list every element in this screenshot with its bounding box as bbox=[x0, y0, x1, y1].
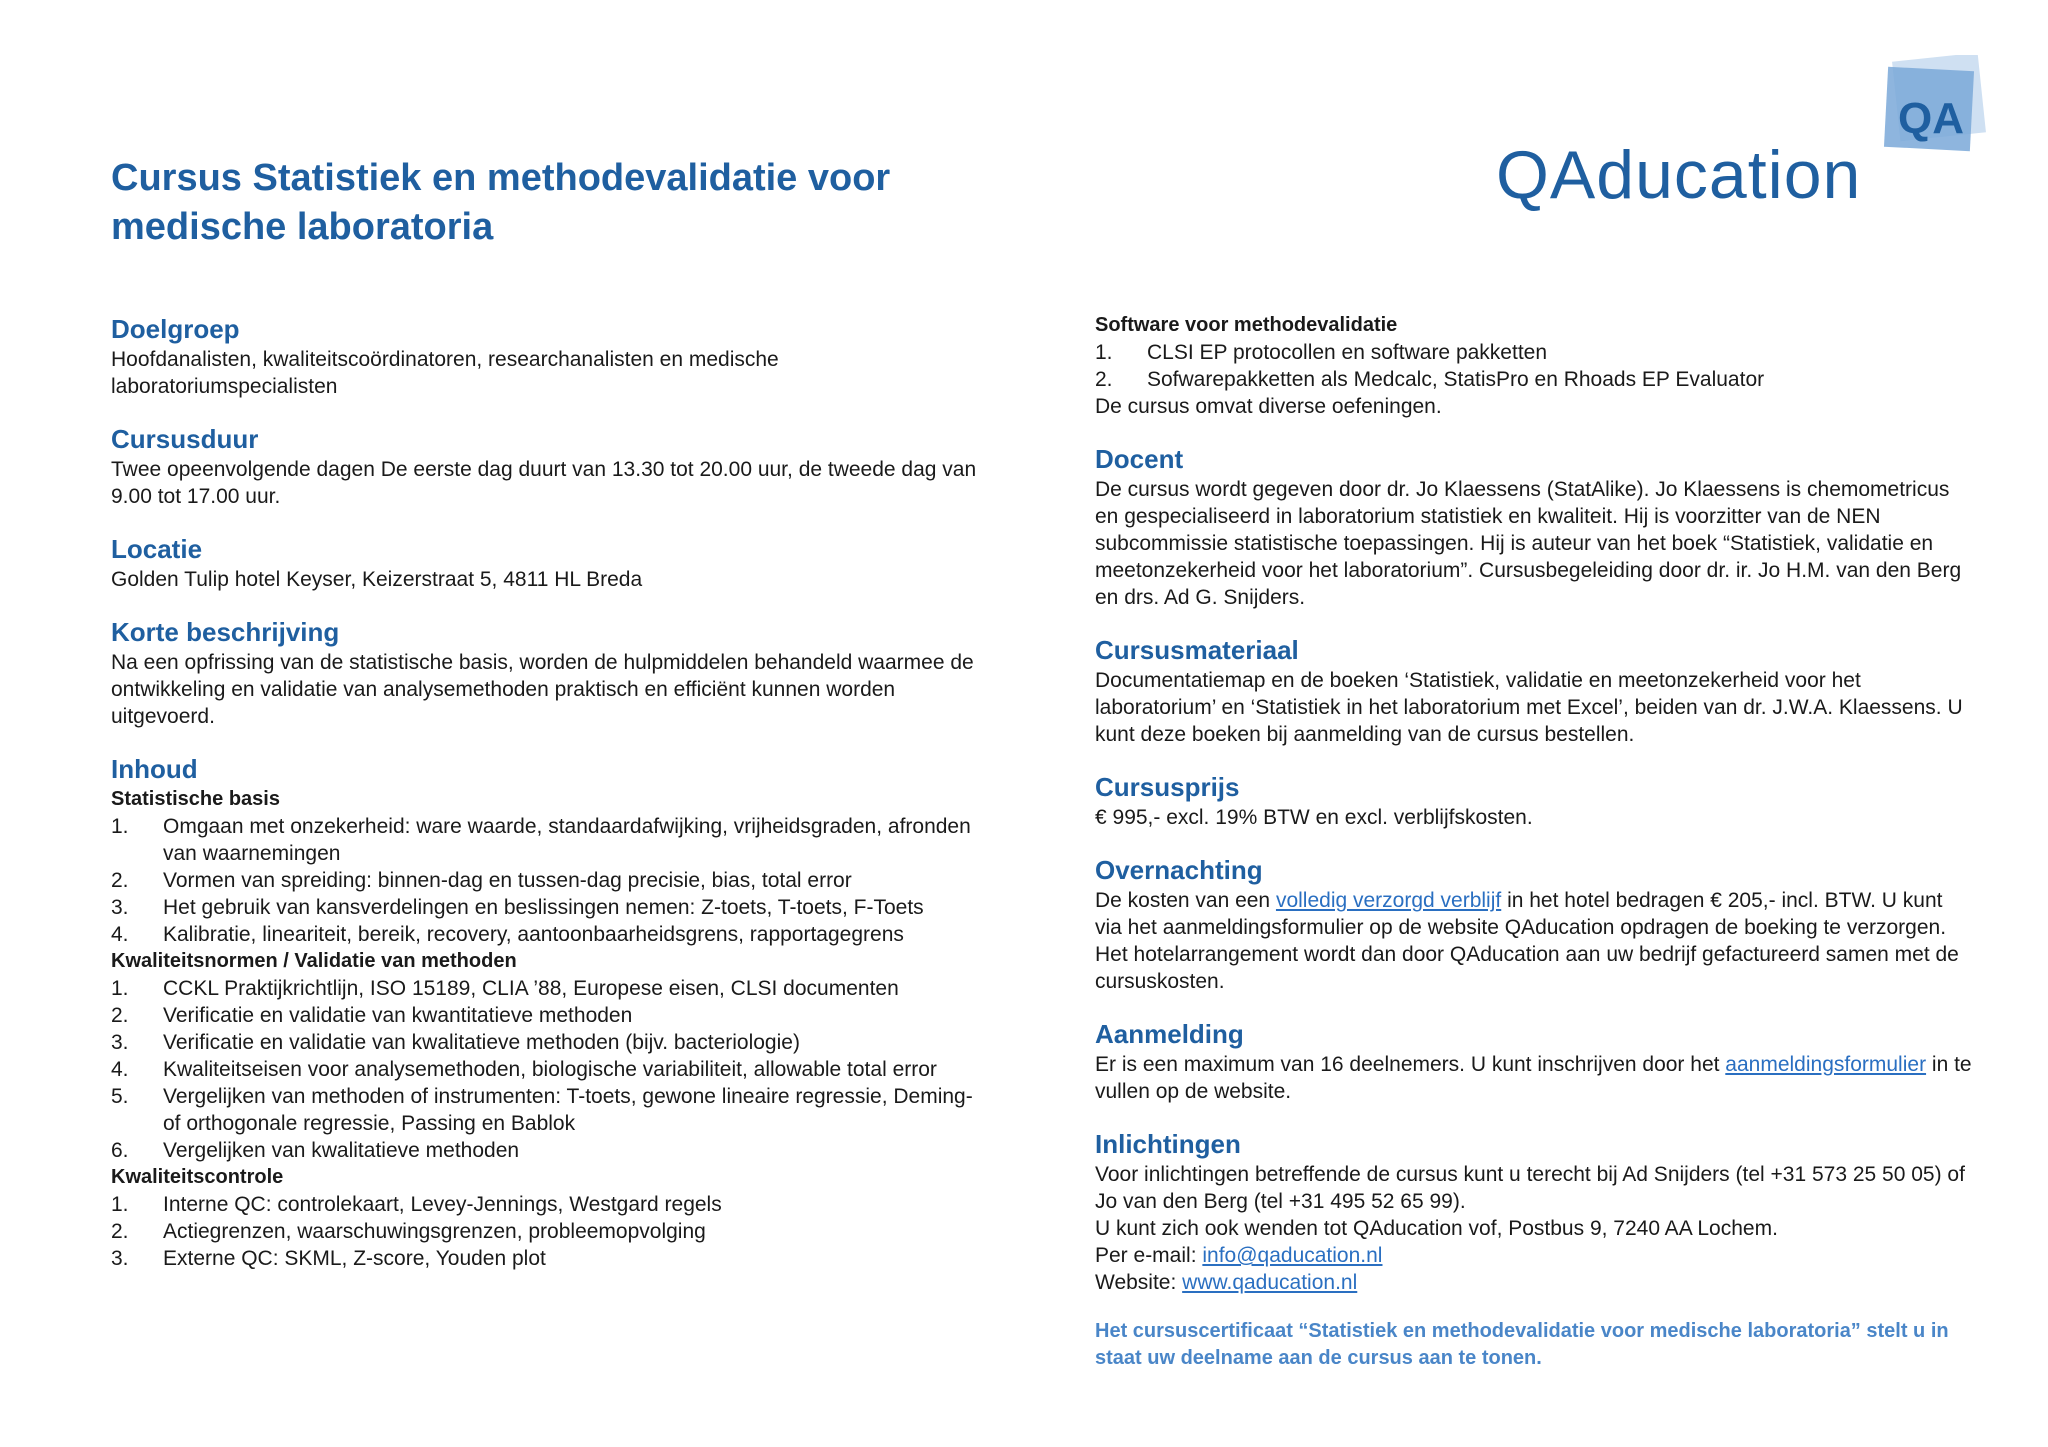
list-item: 3. Verificatie en validatie van kwalitatieve methoden (bijv. bacteriologie) bbox=[111, 1031, 800, 1054]
subheading-kwaliteitscontrole: Kwaliteitscontrole bbox=[111, 1166, 284, 1188]
heading-inlichtingen: Inlichtingen bbox=[1095, 1129, 1241, 1159]
qa-badge-text: QA bbox=[1898, 94, 1964, 143]
link-website[interactable]: www.qaducation.nl bbox=[1182, 1271, 1358, 1294]
list-item: 1. Omgaan met onzekerheid: ware waarde, standaardafwijking, vrijheidsgraden, afronden van waarnemingen bbox=[111, 815, 971, 865]
list-item: 2. Verificatie en validatie van kwantitatieve methoden bbox=[111, 1004, 633, 1027]
section-docent bbox=[1095, 442, 1975, 611]
text-inlichtingen-email: Per e-mail: info@qaducation.nl bbox=[1095, 1244, 1383, 1267]
qaducation-logo bbox=[1490, 55, 2010, 215]
text-overnachting: De kosten van een volledig verzorgd verblijf in het hotel bedragen € 205,- incl. BTW. U kunt via het aanmeldingsformulier op de website QAducation opdragen de boeking te verzorgen. Het hotelarrangement wordt dan door QAducation aan uw bedrijf gefactureerd samen met de cursuskosten. bbox=[1095, 889, 1959, 993]
heading-cursusduur: Cursusduur bbox=[111, 424, 259, 454]
list-item: 1. CLSI EP protocollen en software pakketten bbox=[1095, 341, 1548, 364]
list-item: 2. Sofwarepakketten als Medcalc, StatisPro en Rhoads EP Evaluator bbox=[1095, 368, 1765, 391]
section-doelgroep bbox=[111, 312, 991, 400]
text-docent: De cursus wordt gegeven door dr. Jo Klaessens (StatAlike). Jo Klaessens is chemometricus en gespecialiseerd in laboratorium statistiek en kwaliteit. Hij is voorzitter van de NEN subcommissie statistische toepassingen. Hij is auteur van het boek “Statistiek, validatie en meetonzekerheid voor het laboratorium”. Cursusbegeleiding door dr. ir. Jo H.M. van den Berg en drs. Ad G. Snijders. bbox=[1095, 478, 1962, 609]
text-inlichtingen-website: Website: www.qaducation.nl bbox=[1095, 1271, 1358, 1294]
left-column bbox=[111, 312, 991, 1294]
logo-wordmark: QAducation bbox=[1496, 137, 1862, 213]
text-doelgroep: Hoofdanalisten, kwaliteitscoördinatoren, researchanalisten en medische laboratoriumspecialisten bbox=[111, 348, 779, 398]
page-title: Cursus Statistiek en methodevalidatie voor medische laboratoria bbox=[111, 157, 891, 248]
section-cursusmateriaal bbox=[1095, 633, 1975, 748]
heading-cursusmateriaal: Cursusmateriaal bbox=[1095, 635, 1299, 665]
list-kwaliteitsnormen bbox=[111, 975, 991, 1164]
text-locatie: Golden Tulip hotel Keyser, Keizerstraat 5, 4811 HL Breda bbox=[111, 568, 643, 591]
list-item: 5. Vergelijken van methoden of instrumenten: T-toets, gewone lineaire regressie, Deming- of orthogonale regressie, Passing en Bablok bbox=[111, 1085, 973, 1135]
heading-inhoud: Inhoud bbox=[111, 754, 198, 784]
link-verblijf[interactable]: volledig verzorgd verblijf bbox=[1275, 889, 1502, 912]
text-inlichtingen-contact: Voor inlichtingen betreffende de cursus kunt u terecht bij Ad Snijders (tel +31 573 25 50 05) of Jo van den Berg (tel +31 495 52 65 99). bbox=[1095, 1163, 1965, 1213]
text-inlichtingen-address: U kunt zich ook wenden tot QAducation vof, Postbus 9, 7240 AA Lochem. bbox=[1095, 1217, 1778, 1240]
heading-beschrijving: Korte beschrijving bbox=[111, 617, 340, 647]
text-cursusmateriaal: Documentatiemap en de boeken ‘Statistiek, validatie en meetonzekerheid voor het laboratorium’ en ‘Statistiek in het laboratorium met Excel’, beiden van dr. J.W.A. Klaessens. U kunt deze boeken bij aanmelding van de cursus bestellen. bbox=[1095, 669, 1963, 746]
section-cursusprijs bbox=[1095, 770, 1975, 831]
heading-locatie: Locatie bbox=[111, 534, 203, 564]
text-cursusprijs: € 995,- excl. 19% BTW en excl. verblijfskosten. bbox=[1095, 806, 1533, 829]
section-aanmelding bbox=[1095, 1017, 1975, 1105]
list-item: 1. Interne QC: controlekaart, Levey-Jennings, Westgard regels bbox=[111, 1193, 722, 1216]
right-column bbox=[1095, 312, 1975, 1372]
list-item: 1. CCKL Praktijkrichtlijn, ISO 15189, CLIA ’88, Europese eisen, CLSI documenten bbox=[111, 977, 899, 1000]
certificate-note: Het cursuscertificaat “Statistiek en methodevalidatie voor medische laboratoria” stelt u in staat uw deelname aan de cursus aan te tonen. bbox=[1095, 1320, 1949, 1369]
list-statistische-basis bbox=[111, 813, 991, 948]
list-item: 2. Vormen van spreiding: binnen-dag en tussen-dag precisie, bias, total error bbox=[111, 869, 852, 892]
heading-docent: Docent bbox=[1095, 444, 1184, 474]
list-item: 2. Actiegrenzen, waarschuwingsgrenzen, probleemopvolging bbox=[111, 1220, 706, 1243]
heading-overnachting: Overnachting bbox=[1095, 855, 1263, 885]
list-software bbox=[1095, 339, 1975, 393]
heading-cursusprijs: Cursusprijs bbox=[1095, 772, 1240, 802]
list-item: 3. Externe QC: SKML, Z-score, Youden plot bbox=[111, 1247, 546, 1270]
link-aanmeldingsformulier[interactable]: aanmeldingsformulier bbox=[1725, 1053, 1927, 1076]
section-locatie bbox=[111, 532, 991, 593]
list-kwaliteitscontrole bbox=[111, 1191, 991, 1272]
text-software-note: De cursus omvat diverse oefeningen. bbox=[1095, 395, 1442, 418]
section-inhoud bbox=[111, 752, 991, 1272]
subheading-software: Software voor methodevalidatie bbox=[1095, 314, 1398, 336]
heading-aanmelding: Aanmelding bbox=[1095, 1019, 1244, 1049]
list-item: 4. Kwaliteitseisen voor analysemethoden, biologische variabiliteit, allowable total error bbox=[111, 1058, 937, 1081]
text-cursusduur: Twee opeenvolgende dagen De eerste dag duurt van 13.30 tot 20.00 uur, de tweede dag van 9.00 tot 17.00 uur. bbox=[111, 458, 977, 508]
subheading-statistische-basis: Statistische basis bbox=[111, 788, 280, 810]
section-software bbox=[1095, 312, 1975, 420]
section-beschrijving bbox=[111, 615, 991, 730]
link-email[interactable]: info@qaducation.nl bbox=[1202, 1244, 1383, 1267]
subheading-kwaliteitsnormen: Kwaliteitsnormen / Validatie van methoden bbox=[111, 950, 517, 972]
text-aanmelding: Er is een maximum van 16 deelnemers. U kunt inschrijven door het aanmeldingsformulier in te vullen op de website. bbox=[1095, 1053, 1972, 1103]
text-beschrijving: Na een opfrissing van de statistische basis, worden de hulpmiddelen behandeld waarmee de ontwikkeling en validatie van analysemethoden praktisch en efficiënt kunnen worden uitgevoerd. bbox=[111, 651, 974, 728]
list-item: 3. Het gebruik van kansverdelingen en beslissingen nemen: Z-toets, T-toets, F-Toets bbox=[111, 896, 924, 919]
heading-doelgroep: Doelgroep bbox=[111, 314, 240, 344]
list-item: 6. Vergelijken van kwalitatieve methoden bbox=[111, 1139, 520, 1162]
section-cursusduur bbox=[111, 422, 991, 510]
list-item: 4. Kalibratie, lineariteit, bereik, recovery, aantoonbaarheidsgrens, rapportagegrens bbox=[111, 923, 904, 946]
section-inlichtingen bbox=[1095, 1127, 1975, 1296]
section-overnachting bbox=[1095, 853, 1975, 995]
